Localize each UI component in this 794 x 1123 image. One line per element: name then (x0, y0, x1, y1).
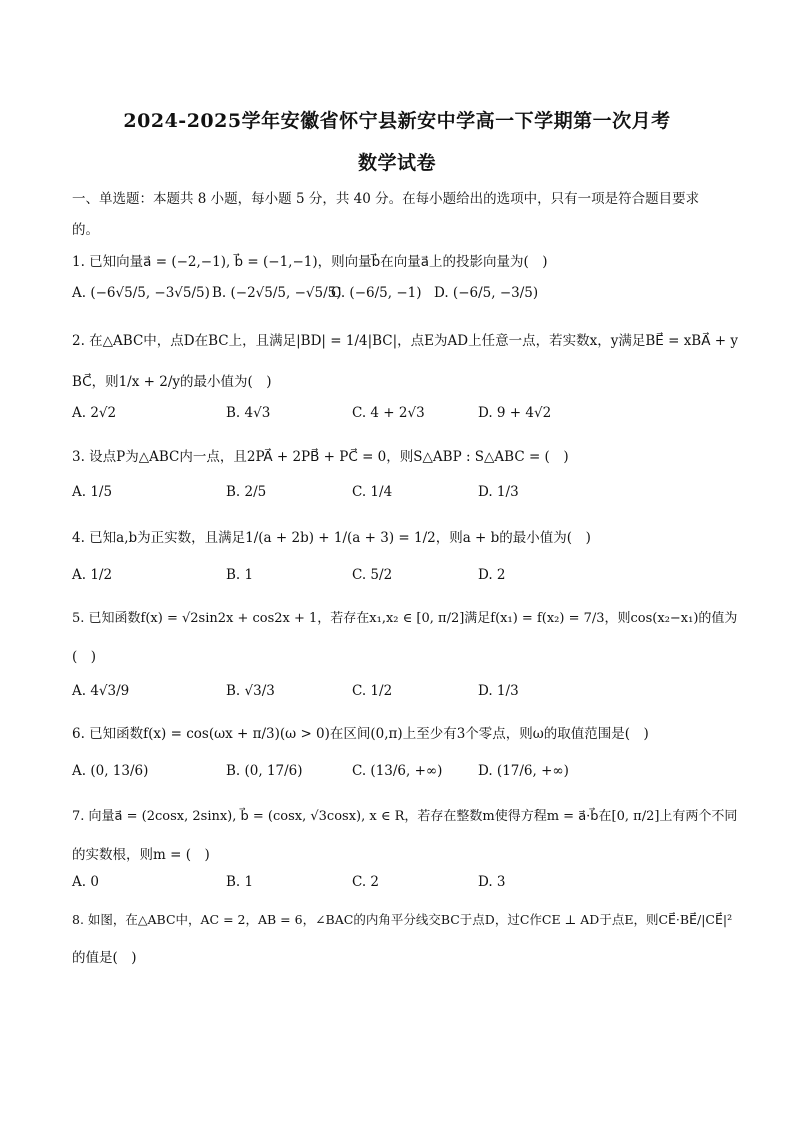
question-5-option-d: D. 1/3 (478, 683, 519, 699)
question-8-stem-line1: 8. 如图，在△ABC中，AC = 2，AB = 6，∠BAC的内角平分线交BC于点D，过C作CE ⊥ AD于点E，则CE⃗·BE⃗/|CE⃗|² (72, 912, 733, 927)
question-2-option-d: D. 9 + 4√2 (478, 405, 552, 421)
question-3-option-c: C. 1/4 (352, 484, 393, 500)
question-8-stem-line2: 的值是( ) (72, 950, 137, 966)
question-6-option-d: D. (17/6, +∞) (478, 763, 569, 779)
question-7-option-b: B. 1 (226, 874, 254, 890)
question-7-option-c: C. 2 (352, 874, 380, 890)
question-7-option-d: D. 3 (478, 874, 506, 890)
section-instructions-line2: 的。 (72, 222, 99, 238)
question-5-option-a: A. 4√3/9 (72, 683, 130, 699)
question-3-stem: 3. 设点P为△ABC内一点，且2PA⃗ + 2PB⃗ + PC⃗ = 0，则S△ABP : S△ABC = ( ) (72, 449, 569, 465)
question-3-option-d: D. 1/3 (478, 484, 519, 500)
question-5-option-b: B. √3/3 (226, 683, 275, 699)
question-2-option-b: B. 4√3 (226, 405, 271, 421)
question-7-option-a: A. 0 (72, 874, 99, 890)
question-5-option-c: C. 1/2 (352, 683, 393, 699)
question-1-option-c: C. (−6/5, −1) (331, 285, 422, 301)
question-5-stem-line1: 5. 已知函数f(x) = √2sin2x + cos2x + 1，若存在x₁,x₂ ∈ [0, π/2]满足f(x₁) = f(x₂) = 7/3，则cos(x₂−x₁)的值为 (72, 611, 738, 626)
question-3-option-a: A. 1/5 (72, 484, 113, 500)
question-6-option-b: B. (0, 17/6) (226, 763, 303, 779)
question-2-stem-line1: 2. 在△ABC中，点D在BC上，且满足|BD| = 1/4|BC|，点E为AD上任意一点，若实数x，y满足BE⃗ = xBA⃗ + y (72, 333, 738, 349)
question-2-option-c: C. 4 + 2√3 (352, 405, 425, 421)
question-1-option-d: D. (−6/5, −3/5) (434, 285, 539, 301)
exam-subtitle: 数学试卷 (357, 152, 436, 174)
question-6-option-c: C. (13/6, +∞) (352, 763, 443, 779)
section-instructions-line1: 一、单选题：本题共 8 小题，每小题 5 分，共 40 分。在每小题给出的选项中，只有一项是符合题目要求 (72, 191, 700, 207)
question-4-option-c: C. 5/2 (352, 567, 393, 583)
exam-title: 2024-2025学年安徽省怀宁县新安中学高一下学期第一次月考 (123, 110, 671, 132)
question-4-option-d: D. 2 (478, 567, 506, 583)
question-7-stem-line2: 的实数根，则m = ( ) (72, 847, 210, 863)
question-3-option-b: B. 2/5 (226, 484, 267, 500)
question-4-option-a: A. 1/2 (72, 567, 113, 583)
question-1-option-a: A. (−6√5/5, −3√5/5) (72, 285, 210, 301)
question-5-stem-line2: ( ) (72, 649, 97, 665)
question-6-option-a: A. (0, 13/6) (72, 763, 149, 779)
question-1-stem: 1. 已知向量a⃗ = (−2,−1), b⃗ = (−1,−1)，则向量b⃗在向量a⃗上的投影向量为( ) (72, 254, 548, 270)
question-7-stem-line1: 7. 向量a⃗ = (2cosx, 2sinx), b⃗ = (cosx, √3cosx), x ∈ R，若存在整数m使得方程m = a⃗·b⃗在[0, π/2]上有两个不同 (72, 809, 738, 824)
question-1-option-b: B. (−2√5/5, −√5/5) (212, 285, 342, 301)
question-6-stem: 6. 已知函数f(x) = cos(ωx + π/3)(ω > 0)在区间(0,π)上至少有3个零点，则ω的取值范围是( ) (72, 726, 649, 742)
question-4-stem: 4. 已知a,b为正实数，且满足1/(a + 2b) + 1/(a + 3) = 1/2，则a + b的最小值为( ) (72, 530, 591, 546)
question-4-option-b: B. 1 (226, 567, 254, 583)
question-2-option-a: A. 2√2 (72, 405, 117, 421)
question-2-stem-line2: BC⃗，则1/x + 2/y的最小值为( ) (72, 374, 272, 390)
